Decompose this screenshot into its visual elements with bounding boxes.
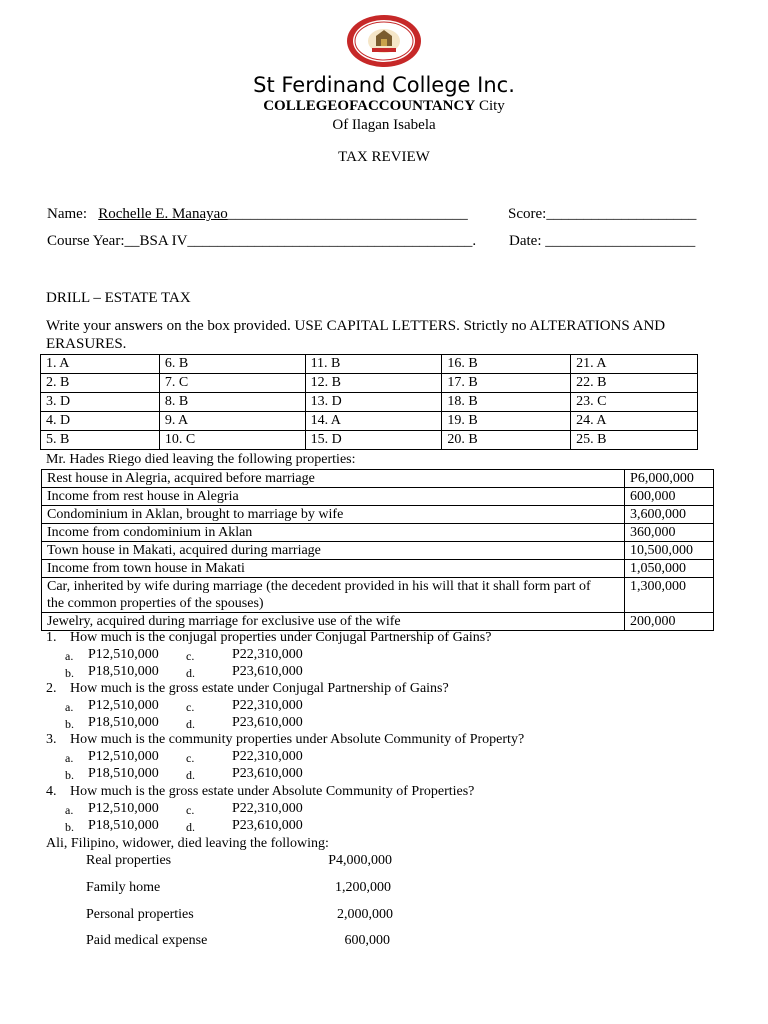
name-line: ________________________________ <box>227 206 468 222</box>
name-value: Rochelle E. Manayao <box>98 206 228 222</box>
answer-cell: 19. B <box>442 412 571 431</box>
table-row <box>42 560 714 578</box>
answer-table <box>40 354 698 450</box>
answer-cell: 11. B <box>305 355 442 374</box>
score-row <box>508 206 696 223</box>
option-b: P18,510,000 <box>88 664 159 679</box>
option-c-label: c. <box>186 751 195 765</box>
item-amount: 2,000,000 <box>337 907 393 922</box>
answer-cell: 7. C <box>159 374 305 393</box>
item-amount: 600,000 <box>344 933 390 948</box>
problem1-intro: Mr. Hades Riego died leaving the following properties: <box>46 452 356 467</box>
option-a-label: a. <box>65 700 74 714</box>
answer-row <box>41 374 698 393</box>
property-desc: Condominium in Aklan, brought to marriage by wife <box>42 506 625 524</box>
question-text: How much is the conjugal properties under Conjugal Partnership of Gains? <box>70 630 492 645</box>
property-amount: 600,000 <box>625 488 714 506</box>
option-b: P18,510,000 <box>88 766 159 781</box>
option-b: P18,510,000 <box>88 715 159 730</box>
table-row <box>42 524 714 542</box>
answer-cell: 6. B <box>159 355 305 374</box>
property-amount: 1,300,000 <box>625 578 714 613</box>
answer-row <box>41 393 698 412</box>
option-c-label: c. <box>186 700 195 714</box>
option-b-label: b. <box>65 717 74 731</box>
option-c: P22,310,000 <box>232 647 303 662</box>
answer-cell: 18. B <box>442 393 571 412</box>
name-row <box>47 206 468 223</box>
property-desc: Jewelry, acquired during marriage for exclusive use of the wife <box>42 613 625 631</box>
property-amount: 1,050,000 <box>625 560 714 578</box>
item-label: Family home <box>86 880 161 895</box>
item-label: Real properties <box>86 853 172 868</box>
answer-cell: 25. B <box>571 431 698 450</box>
page-title: TAX REVIEW <box>338 149 430 165</box>
table-row <box>42 578 714 613</box>
item-amount: 1,200,000 <box>335 880 391 895</box>
option-a: P12,510,000 <box>88 801 159 816</box>
course-row <box>47 233 476 250</box>
property-amount: 200,000 <box>625 613 714 631</box>
option-a: P12,510,000 <box>88 749 159 764</box>
option-d-label: d. <box>186 768 195 782</box>
option-b-label: b. <box>65 820 74 834</box>
score-label: Score: <box>508 206 547 222</box>
option-d: P23,610,000 <box>232 766 303 781</box>
option-c: P22,310,000 <box>232 801 303 816</box>
instruction-line-2: ERASURES. <box>46 336 127 352</box>
item-label: Paid medical expense <box>86 933 208 948</box>
date-row <box>509 233 695 250</box>
option-d: P23,610,000 <box>232 818 303 833</box>
table-row <box>42 542 714 560</box>
property-desc <box>42 578 625 613</box>
answer-cell: 9. A <box>159 412 305 431</box>
question-text: How much is the community properties under Absolute Community of Property? <box>70 732 525 747</box>
answer-cell: 17. B <box>442 374 571 393</box>
option-c: P22,310,000 <box>232 749 303 764</box>
college-seal-icon <box>346 14 422 68</box>
answer-cell: 8. B <box>159 393 305 412</box>
answer-cell: 24. A <box>571 412 698 431</box>
answer-cell: 14. A <box>305 412 442 431</box>
property-desc: Town house in Makati, acquired during marriage <box>42 542 625 560</box>
answer-cell: 12. B <box>305 374 442 393</box>
location-line: Of Ilagan Isabela <box>332 117 436 133</box>
instruction-line-1: Write your answers on the box provided. USE CAPITAL LETTERS. Strictly no ALTERATIONS AND <box>46 318 666 334</box>
table-row <box>42 613 714 631</box>
property-amount: 10,500,000 <box>625 542 714 560</box>
table-row <box>42 488 714 506</box>
option-d-label: d. <box>186 666 195 680</box>
option-d: P23,610,000 <box>232 715 303 730</box>
problem2-intro: Ali, Filipino, widower, died leaving the following: <box>46 836 329 851</box>
date-label: Date: <box>509 233 542 249</box>
option-c-label: c. <box>186 803 195 817</box>
option-a-label: a. <box>65 649 74 663</box>
answer-cell: 23. C <box>571 393 698 412</box>
option-a: P12,510,000 <box>88 698 159 713</box>
option-b-label: b. <box>65 768 74 782</box>
drill-heading: DRILL – ESTATE TAX <box>46 290 191 306</box>
table-row <box>42 506 714 524</box>
course-label: Course Year: <box>47 233 125 249</box>
college-name: St Ferdinand College Inc. <box>253 73 515 97</box>
course-value: __BSA IV______________________________________. <box>124 233 477 249</box>
score-line: ____________________ <box>546 206 697 222</box>
option-a-label: a. <box>65 751 74 765</box>
item-label: Personal properties <box>86 907 194 922</box>
department-line <box>0 98 768 115</box>
answer-cell: 20. B <box>442 431 571 450</box>
option-d-label: d. <box>186 717 195 731</box>
question-text: How much is the gross estate under Conjugal Partnership of Gains? <box>70 681 449 696</box>
property-amount: P6,000,000 <box>625 470 714 488</box>
option-b: P18,510,000 <box>88 818 159 833</box>
question-number: 1. <box>46 630 57 645</box>
question-text: How much is the gross estate under Absolute Community of Properties? <box>70 784 475 799</box>
answer-row <box>41 412 698 431</box>
answer-cell: 16. B <box>442 355 571 374</box>
property-desc: Income from condominium in Aklan <box>42 524 625 542</box>
property-desc: Income from rest house in Alegria <box>42 488 625 506</box>
option-a-label: a. <box>65 803 74 817</box>
answer-row <box>41 431 698 450</box>
option-d-label: d. <box>186 820 195 834</box>
option-b-label: b. <box>65 666 74 680</box>
property-amount: 360,000 <box>625 524 714 542</box>
property-amount: 3,600,000 <box>625 506 714 524</box>
question-number: 4. <box>46 784 57 799</box>
department-city: City <box>475 98 505 114</box>
question-number: 3. <box>46 732 57 747</box>
answer-cell: 22. B <box>571 374 698 393</box>
property-desc-line1: Car, inherited by wife during marriage (the decedent provided in his will that it shall form part of <box>47 579 591 594</box>
answer-cell: 5. B <box>41 431 160 450</box>
property-desc-line2: the common properties of the spouses) <box>47 596 264 611</box>
property-desc: Income from town house in Makati <box>42 560 625 578</box>
table-row <box>42 470 714 488</box>
name-label: Name: <box>47 206 87 222</box>
answer-cell: 15. D <box>305 431 442 450</box>
option-d: P23,610,000 <box>232 664 303 679</box>
option-c: P22,310,000 <box>232 698 303 713</box>
answer-cell: 2. B <box>41 374 160 393</box>
question-number: 2. <box>46 681 57 696</box>
property-table <box>41 469 714 631</box>
answer-cell: 4. D <box>41 412 160 431</box>
date-line: ____________________ <box>545 233 696 249</box>
answer-cell: 10. C <box>159 431 305 450</box>
answer-cell: 13. D <box>305 393 442 412</box>
answer-cell: 1. A <box>41 355 160 374</box>
property-desc: Rest house in Alegria, acquired before marriage <box>42 470 625 488</box>
option-c-label: c. <box>186 649 195 663</box>
option-a: P12,510,000 <box>88 647 159 662</box>
department-name: COLLEGEOFACCOUNTANCY <box>263 98 476 114</box>
answer-row <box>41 355 698 374</box>
answer-cell: 21. A <box>571 355 698 374</box>
answer-cell: 3. D <box>41 393 160 412</box>
item-amount: P4,000,000 <box>328 853 392 868</box>
